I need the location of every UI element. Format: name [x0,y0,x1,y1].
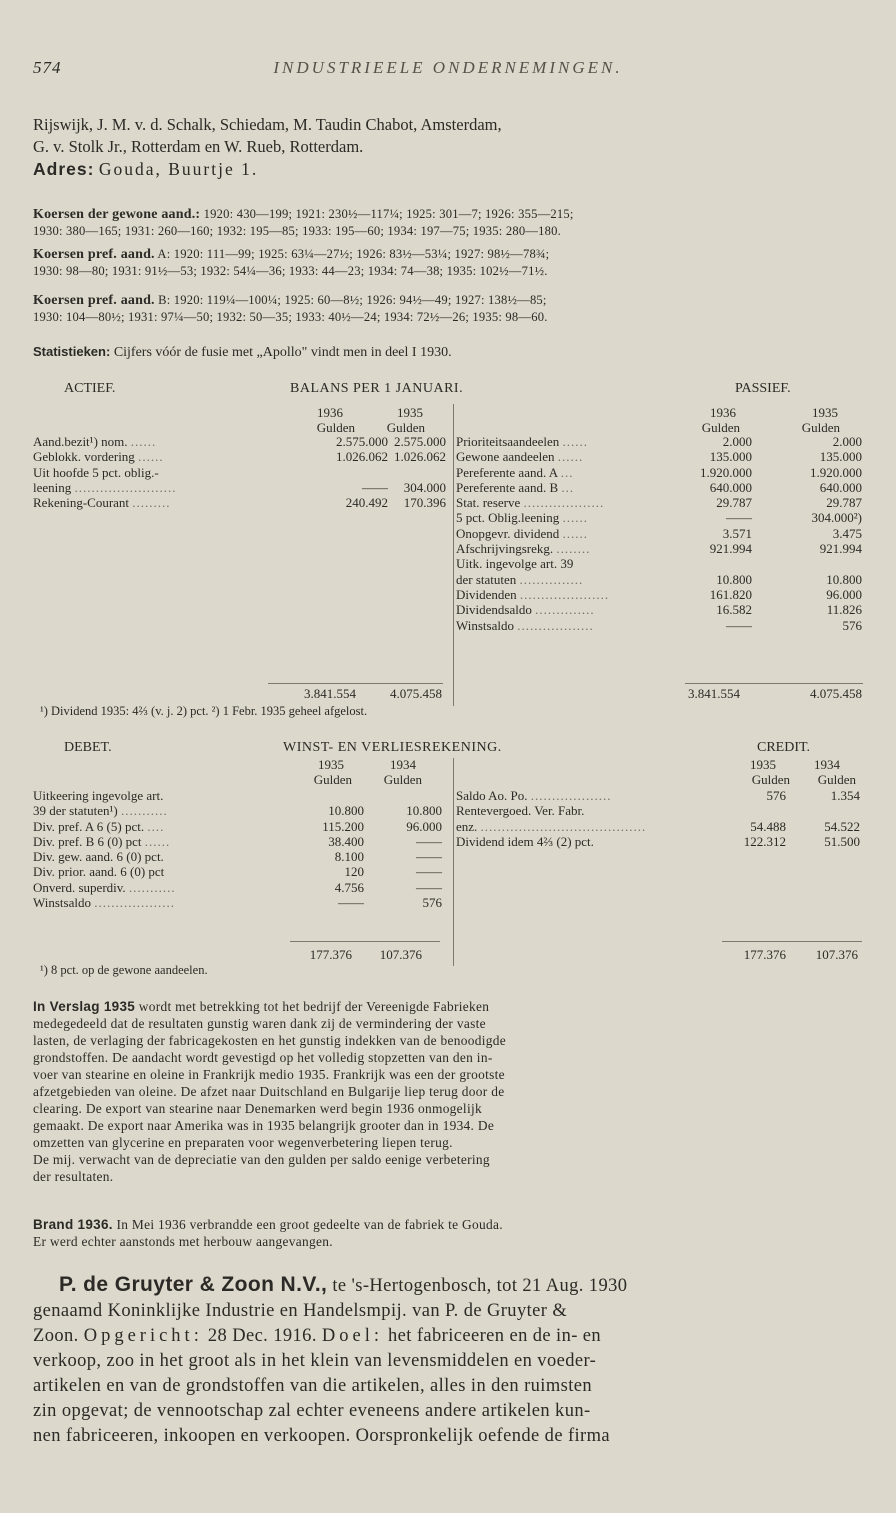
row-value: 29.787 [716,495,752,511]
row-value: —— [416,849,442,865]
row-label-text: Geblokk. vordering [33,449,135,465]
brand-paragraph [33,1216,863,1250]
row-label-text: Dividend idem 4⅔ (2) pct. [456,833,594,849]
koersen-values: 1930: 104—80½; 1931: 97¼—50; 1932: 50—35; 1933: 40½—24; 1934: 72½—26; 1935: 98—60. [33,310,548,324]
row-label-text: Gewone aandeelen [456,449,555,465]
row-leader: ...... [557,449,584,465]
row-label [456,587,609,602]
row-label [33,434,156,449]
table-row [33,849,448,864]
row-label-text: leening [33,479,72,495]
row-leader: ... [560,464,574,480]
table-row [456,495,862,510]
row-value: 16.582 [716,602,752,618]
opgericht-label: Opgericht: [83,1326,203,1346]
actief-total [236,686,446,701]
table-row [456,803,862,818]
row-value: 1.354 [830,788,860,803]
gruyter-line: te 's-Hertogenbosch, tot 21 Aug. 1930 [332,1276,628,1296]
table-row [456,834,862,849]
table-row [33,434,448,449]
table-row [33,495,448,510]
row-leader: ............... [519,571,584,587]
row-label-text: Uitk. ingevolge art. 39 [456,556,574,572]
col-unit: Gulden [801,420,840,436]
total-rule [290,941,440,942]
row-value: 135.000 [819,449,862,465]
col-year: 1935 [750,757,776,772]
row-value: 54.488 [750,818,786,834]
verslag-line: De mij. verwacht van de depreciatie van den gulden per saldo eenige verbetering [33,1152,490,1167]
brand-line: Er werd echter aanstonds met herbouw aangevangen. [33,1234,333,1249]
table-row [456,556,862,571]
row-leader: ..................... [519,586,610,602]
verslag-line: clearing. De export van stearine naar Denemarken werd begin 1936 onmogelijk [33,1101,482,1116]
actief-column-heads [283,405,443,436]
table-row [456,510,862,525]
total-rule [268,683,443,684]
col-unit: Gulden [751,772,790,788]
row-label [456,480,574,495]
col-unit: Gulden [313,772,352,788]
row-value: 161.820 [709,586,752,602]
row-label [33,465,159,480]
row-label-text: Div. gew. aand. 6 (0) pct. [33,849,164,865]
table-row [33,819,448,834]
row-leader: ...... [562,525,589,541]
row-label-text: Afschrijvingsrekg. [456,541,554,557]
row-label [456,572,583,587]
row-label [456,465,573,480]
credit-table [456,788,862,849]
row-value: 921.994 [819,541,862,557]
row-value: 304.000²) [811,510,862,526]
credit-column-heads [720,757,860,788]
table-row [456,572,862,587]
row-label [456,556,573,571]
total-value: 3.841.554 [304,686,356,701]
statistieken-label: Statistieken: [33,344,111,359]
col-year: 1934 [390,757,416,772]
verslag-line: der resultaten. [33,1169,114,1184]
row-value: 3.571 [722,525,752,541]
row-label [456,495,604,510]
col-year: 1935 [318,757,344,772]
row-label-text: enz. [456,818,478,834]
col-year: 1935 [812,405,838,420]
intro-line: G. v. Stolk Jr., Rotterdam en W. Rueb, Rotterdam. [33,137,364,156]
row-value: —— [726,510,752,526]
row-value: 29.787 [826,495,862,511]
row-label-text: Winstsaldo [456,617,514,633]
row-label [456,803,584,818]
col-unit: Gulden [701,420,740,436]
passief-total [676,686,864,701]
verslag-line: grondstoffen. De aandacht wordt gevestigd op het volledig stopzetten van den in- [33,1050,493,1065]
row-label [456,602,595,617]
row-label [33,449,164,464]
row-leader: ........................ [74,479,177,495]
row-value: 96.000 [826,586,862,602]
koersen-values: A: 1920: 111—99; 1925: 63¼—27½; 1926: 83½—53¼; 1927: 98½—78¾; [157,247,550,261]
address-value: Gouda, Buurtje 1. [98,159,259,179]
total-value: 177.376 [309,947,352,962]
koersen-label: Koersen der gewone aand.: [33,207,201,222]
row-value: 240.492 [345,495,388,511]
row-label [33,834,170,849]
table-row [456,541,862,556]
statistieken-line [33,344,863,361]
gruyter-paragraph [33,1272,863,1449]
total-rule [722,941,862,942]
debet-column-heads [282,757,452,788]
page-number: 574 [33,58,62,77]
row-label [33,495,171,510]
gruyter-line: verkoop, zoo in het groot als in het klein van levensmiddelen en voeder- [33,1351,597,1371]
row-label [456,819,646,834]
table-row [33,788,448,803]
row-value: 11.826 [826,602,862,618]
col-unit: Gulden [817,772,856,788]
row-value: 115.200 [322,818,364,834]
row-value: 170.396 [403,495,446,511]
row-value: 921.994 [709,541,752,557]
row-leader: ................... [530,788,612,803]
row-label [33,480,177,495]
gruyter-text: Zoon. [33,1326,79,1346]
actief-title: ACTIEF. [64,381,116,396]
row-label-text: Aand.bezit¹) nom. [33,434,128,449]
row-label [456,834,594,849]
row-leader: ...... [138,449,164,465]
passief-table [456,434,862,633]
koersen-values: B: 1920: 119¼—100¼; 1925: 60—8½; 1926: 94½—49; 1927: 138½—85; [158,293,547,307]
row-value: —— [416,864,442,880]
row-value: 135.000 [709,449,752,465]
row-value: 2.575.000 [336,434,388,449]
total-value: 177.376 [743,947,786,962]
row-leader: ........... [128,879,176,895]
row-label-text: Rentevergoed. Ver. Fabr. [456,803,585,819]
winst-title: WINST- EN VERLIESREKENING. [283,740,502,755]
row-value: —— [726,617,752,633]
row-label [456,788,612,803]
address-line [33,158,863,180]
intro-line: Rijswijk, J. M. v. d. Schalk, Schiedam, M. Taudin Chabot, Amsterdam, [33,115,502,134]
koersen-label: Koersen pref. aand. [33,247,155,262]
row-label [33,819,164,834]
verslag-label: In Verslag 1935 [33,999,136,1014]
row-leader: .............. [535,602,595,618]
total-value: 107.376 [379,947,422,962]
koersen-gewone [33,206,863,240]
firm-name: P. de Gruyter & Zoon N.V., [59,1273,328,1296]
row-leader: ...... [144,833,171,849]
row-label-text: Winstsaldo [33,895,91,911]
total-value: 107.376 [815,947,858,962]
row-label-text: Stat. reserve [456,495,521,511]
row-value: 96.000 [406,818,442,834]
doel-label: Doel: [321,1326,383,1346]
balans-footnote: ¹) Dividend 1935: 4⅔ (v. j. 2) pct. ²) 1 Febr. 1935 geheel afgelost. [40,704,368,718]
total-value: 4.075.458 [810,686,862,701]
row-value: 2.000 [832,434,862,449]
row-label-text: Uit hoofde 5 pct. oblig.- [33,464,159,480]
row-leader: .................. [517,617,594,633]
passief-column-heads [676,405,856,436]
verslag-line: medegedeeld dat de resultaten gunstig waren dank zij de vermindering der vaste [33,1016,486,1031]
row-label-text: Rekening-Courant [33,495,130,511]
brand-label: Brand 1936. [33,1217,113,1232]
table-row [33,449,448,464]
credit-total [720,947,860,962]
row-value: 10.800 [328,803,364,819]
opgericht-value: 28 Dec. 1916. [207,1326,317,1346]
row-value: 10.800 [716,571,752,587]
gruyter-text: het fabriceeren en de in- en [388,1326,602,1346]
gruyter-line: zin opgevat; de vennootschap zal echter eveneens andere artikelen kun- [33,1401,591,1421]
row-label-text: Prioriteitsaandeelen [456,434,560,449]
row-leader: ...... [562,510,589,526]
row-label [456,434,588,449]
table-row [456,819,862,834]
row-value: 640.000 [709,479,752,495]
total-rule [685,683,863,684]
table-row [33,803,448,818]
table-row [456,788,862,803]
row-label [456,510,588,525]
row-label-text: Div. prior. aand. 6 (0) pct [33,864,165,880]
table-row [456,449,862,464]
credit-title: CREDIT. [757,740,811,755]
row-label-text: Div. pref. B 6 (0) pct [33,833,142,849]
col-year: 1936 [317,405,343,420]
col-year: 1935 [397,405,423,420]
row-leader: ................... [94,895,175,911]
row-value: 1.026.062 [394,449,446,465]
row-label [456,526,588,541]
row-label [33,880,176,895]
row-label [456,449,583,464]
row-label [33,788,163,803]
col-unit: Gulden [386,420,425,436]
row-value: 1.920.000 [810,464,862,480]
row-label-text: Dividendsaldo [456,602,532,618]
passief-title: PASSIEF. [735,381,791,396]
row-value: 1.026.062 [336,449,388,465]
row-leader: ........ [556,541,591,557]
verslag-line: voer van stearine en oleine in Frankrijk medio 1935. Frankrijk was een der grootste [33,1067,505,1082]
row-leader: ...... [130,434,157,449]
total-value: 3.841.554 [688,686,740,701]
intro-block [33,114,863,180]
row-label-text: 5 pct. Oblig.leening [456,510,560,526]
row-leader: .... [147,818,165,834]
row-value: 640.000 [819,479,862,495]
table-row [456,602,862,617]
table-row [33,834,448,849]
gruyter-line: artikelen en van de grondstoffen van die artikelen, alles in den ruimsten [33,1376,593,1396]
col-year: 1936 [710,405,736,420]
column-divider [453,758,454,966]
row-value: 8.100 [334,849,364,865]
row-label [33,803,168,818]
table-row [456,526,862,541]
row-value: 1.920.000 [700,464,752,480]
row-value: 576 [766,788,786,803]
koersen-pref-a [33,246,863,280]
col-unit: Gulden [316,420,355,436]
debet-title: DEBET. [64,740,112,755]
row-leader: ... [561,479,575,495]
row-label-text: der statuten [456,571,517,587]
row-label-text: Pereferente aand. A [456,464,558,480]
koersen-pref-b [33,292,863,326]
row-label-text: Onopgevr. dividend [456,525,560,541]
row-label-text: Pereferente aand. B [456,479,559,495]
row-label-text: Dividenden [456,586,517,602]
koersen-values: 1920: 430—199; 1921: 230½—117¼; 1925: 301—7; 1926: 355—215; [203,207,574,221]
row-leader: ......... [132,495,171,511]
row-value: 2.575.000 [394,434,446,449]
debet-table [33,788,448,910]
row-value: 304.000 [403,479,446,495]
verslag-paragraph [33,998,863,1185]
row-value: 4.756 [334,879,364,895]
row-value: —— [362,479,388,495]
table-row [456,480,862,495]
row-label [33,864,164,879]
row-label-text: Onverd. superdiv. [33,879,126,895]
total-value: 4.075.458 [390,686,442,701]
row-label-text: Uitkeering ingevolge art. [33,788,164,803]
verslag-line: afzetgebieden van oleine. De afzet naar Duitschland en Bulgarije liep terug door de [33,1084,505,1099]
row-leader: ...... [562,434,588,449]
row-label [456,541,590,556]
row-value: 38.400 [328,833,364,849]
row-label [33,849,164,864]
row-label [456,618,594,633]
table-row [33,895,448,910]
row-leader: ....................................... [480,818,647,834]
address-label: Adres: [33,159,95,179]
row-value: 122.312 [743,833,786,849]
balans-title: BALANS PER 1 JANUARI. [290,381,464,396]
table-row [456,587,862,602]
verslag-line: lasten, de verlaging der fabricagekosten en het gunstig indekken van de benoodigde [33,1033,507,1048]
koersen-label: Koersen pref. aand. [33,293,155,308]
table-row [33,465,448,480]
row-value: 10.800 [406,803,442,819]
table-row [456,465,862,480]
row-value: 576 [422,895,442,911]
row-value: —— [416,833,442,849]
col-year: 1934 [814,757,840,772]
row-label [33,895,175,910]
row-value: 54.522 [824,818,860,834]
debet-total [282,947,452,962]
winst-footnote: ¹) 8 pct. op de gewone aandeelen. [40,963,208,977]
koersen-values: 1930: 380—165; 1931: 260—160; 1932: 195—85; 1933: 195—60; 1934: 197—75; 1935: 280—180. [33,224,561,238]
row-value: —— [416,879,442,895]
row-value: 576 [842,617,862,633]
row-label-text: 39 der statuten¹) [33,803,118,819]
table-row [33,880,448,895]
table-row [33,480,448,495]
table-row [33,864,448,879]
col-unit: Gulden [383,772,422,788]
brand-line: In Mei 1936 verbrandde een groot gedeelte van de fabriek te Gouda. [116,1217,503,1232]
row-value: —— [338,895,364,911]
row-value: 3.475 [832,525,862,541]
row-value: 120 [344,864,364,880]
row-label-text: Saldo Ao. Po. [456,788,528,803]
row-value: 10.800 [826,571,862,587]
verslag-line: omzetten van glycerine en preparaten voor wegenverbetering liepen terug. [33,1135,453,1150]
table-row [456,434,862,449]
actief-table [33,434,448,510]
verslag-line: wordt met betrekking tot het bedrijf der Vereenigde Fabrieken [138,999,490,1014]
row-label-text: Div. pref. A 6 (5) pct. [33,818,145,834]
statistieken-text: Cijfers vóór de fusie met „Apollo" vindt men in deel I 1930. [113,345,452,360]
row-leader: ........... [121,803,168,819]
gruyter-line: nen fabriceeren, inkoopen en verkoopen. Oorspronkelijk oefende de firma [33,1426,611,1446]
column-divider [453,404,454,706]
table-row [456,618,862,633]
gruyter-line: genaamd Koninklijke Industrie en Handelsmpij. van P. de Gruyter & [33,1301,568,1321]
row-value: 51.500 [824,833,860,849]
running-title: INDUSTRIEELE ONDERNEMINGEN. [273,58,623,77]
row-value: 2.000 [722,434,752,449]
running-header [33,58,863,82]
verslag-line: gemaakt. De export naar Amerika was in 1935 belangrijk grooter dan in 1934. De [33,1118,495,1133]
koersen-values: 1930: 98—80; 1931: 91½—53; 1932: 54¼—36; 1933: 44—23; 1934: 74—38; 1935: 102½—71½. [33,264,548,278]
row-leader: ................... [523,495,605,511]
